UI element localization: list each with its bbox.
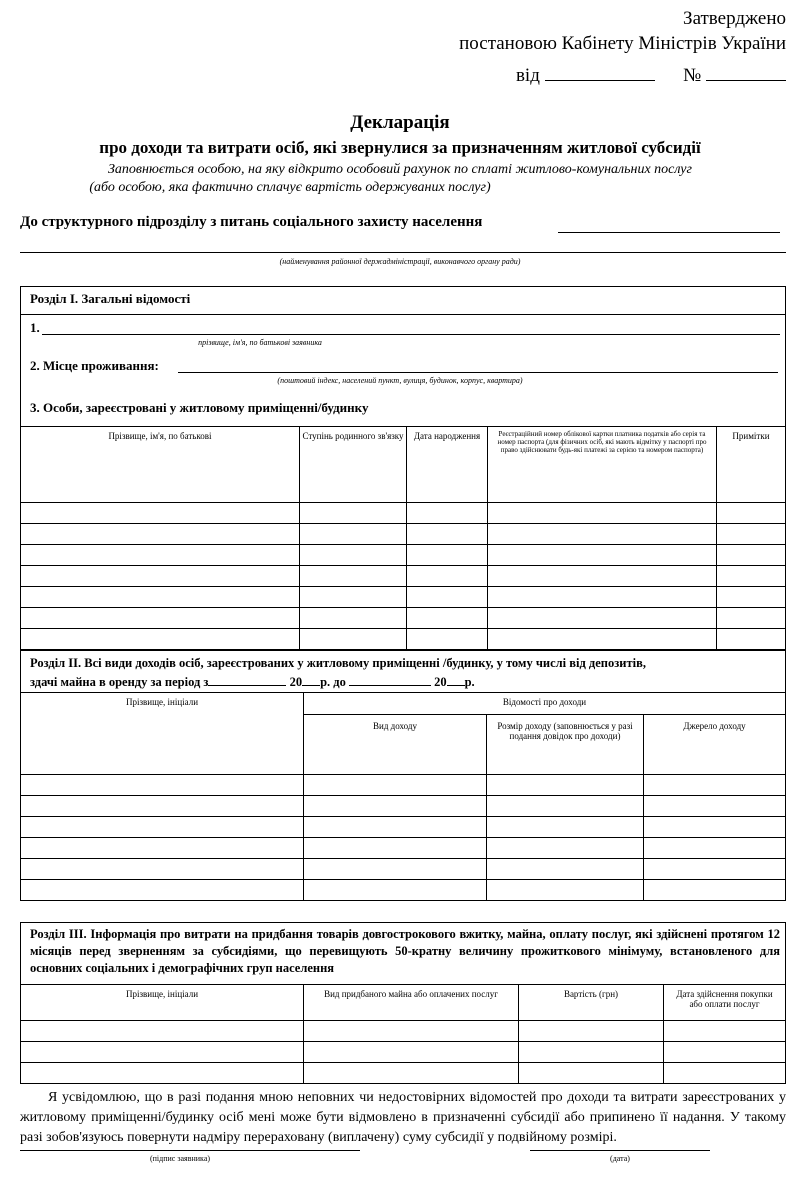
approval-block: [459, 6, 786, 88]
col-income-source: Джерело доходу: [644, 715, 786, 775]
table-row[interactable]: [21, 859, 786, 880]
fill-note-1: Заповнюється особою, на яку відкрито особовий рахунок по сплаті житлово-комунальних послуг: [108, 162, 692, 177]
field1-label: 1.: [30, 320, 40, 335]
col-exp-type: Вид придбаного майна або оплачених послуг: [304, 985, 519, 1021]
table-row[interactable]: [21, 1021, 786, 1042]
recipient-label: До структурного підрозділу з питань соціального захисту населення: [20, 214, 483, 230]
residence-field[interactable]: [178, 372, 778, 373]
approval-line1: Затверджено: [683, 8, 786, 29]
approval-number-label: №: [683, 65, 702, 86]
col-income-name: Прізвище, ініціали: [21, 693, 304, 775]
document-subtitle: про доходи та витрати осіб, які звернулися за призначенням житлової субсидії: [99, 138, 701, 157]
period-from-label: здачі майна в оренду за період з: [30, 675, 209, 689]
approval-date-label: від: [515, 65, 540, 86]
section1-title: Розділ I. Загальні відомості: [30, 291, 191, 306]
expenses-table: [20, 984, 786, 1084]
section2-title-line1: Розділ II. Всі види доходів осіб, зареєстрованих у житловому приміщенні /будинку, у тому числі від депозитів,: [30, 656, 646, 670]
date-field[interactable]: [530, 1150, 710, 1151]
document-title: Декларація: [350, 112, 450, 133]
table-row[interactable]: [21, 1063, 786, 1084]
col-birthdate: Дата народження: [407, 427, 488, 503]
income-table: [20, 692, 786, 901]
col-income-group: Відомості про доходи: [304, 693, 786, 715]
recipient-field-line2[interactable]: [20, 252, 786, 253]
section3-title: Розділ III. Інформація про витрати на придбання товарів довгострокового вжитку, майна, оплату послуг, які здійснені протягом 12 місяців перед зверненням за субсидіями, що перевищують 50-кратну величину прожиткового мінімуму, встановленого для основних соціальних і демографічних груп населення: [30, 927, 780, 975]
table-row[interactable]: [21, 566, 786, 587]
date-label: (дата): [610, 1154, 630, 1163]
table-row[interactable]: [21, 880, 786, 901]
section2-title-line2: [30, 672, 475, 691]
period-to-year: 20: [434, 675, 447, 689]
table-row[interactable]: [21, 1042, 786, 1063]
table-row[interactable]: [21, 608, 786, 629]
period-to-label: р. до: [320, 675, 346, 689]
signature-field[interactable]: [20, 1150, 360, 1151]
signature-label: (підпис заявника): [149, 1154, 211, 1163]
col-exp-date: Дата здійснення покупки або оплати послуг: [664, 985, 786, 1021]
field3-label: 3. Особи, зареєстровані у житловому приміщенні/будинку: [30, 400, 369, 415]
approval-date-row: [459, 62, 786, 88]
field2-hint: (поштовий індекс, населений пункт, вулиця, будинок, корпус, квартира): [277, 376, 523, 385]
table-row[interactable]: [21, 838, 786, 859]
recipient-field-line1[interactable]: [558, 232, 780, 233]
table-row[interactable]: [21, 503, 786, 524]
table-row[interactable]: [21, 817, 786, 838]
table-row[interactable]: [21, 524, 786, 545]
field2-label: 2. Місце проживання:: [30, 358, 159, 373]
approval-line2: постановою Кабінету Міністрів України: [459, 33, 786, 54]
col-name: Прізвище, ім'я, по батькові: [21, 427, 300, 503]
period-from-field[interactable]: [208, 672, 286, 686]
table-row[interactable]: [21, 545, 786, 566]
table-row[interactable]: [21, 629, 786, 650]
field1-hint: прізвище, ім'я, по батькові заявника: [198, 338, 322, 347]
declaration-statement: Я усвідомлюю, що в разі подання мною неповних чи недостовірних відомостей про доходи та витрати зареєстрованих у житловому приміщенні/будинку осіб мені може бути відмовлено в призначенні субсидії або припинено її надання. У такому разі зобов'язуюсь повернути надміру перераховану (виплачену) суму субсидії у подвійному розмірі.: [20, 1090, 786, 1145]
col-exp-cost: Вартість (грн): [519, 985, 664, 1021]
period-to-year-field[interactable]: [447, 672, 465, 686]
table-row[interactable]: [21, 587, 786, 608]
col-notes: Примітки: [717, 427, 786, 503]
period-to-field[interactable]: [349, 672, 431, 686]
col-relation: Ступінь родинного зв'язку: [300, 427, 407, 503]
col-income-amount: Розмір доходу (заповнюється у разі подання довідок про доходи): [487, 715, 644, 775]
col-exp-name: Прізвище, ініціали: [21, 985, 304, 1021]
period-from-year: 20: [289, 675, 303, 689]
approval-date-field[interactable]: [545, 62, 655, 81]
registered-persons-table: [20, 426, 786, 650]
col-income-type: Вид доходу: [304, 715, 487, 775]
approval-number-field[interactable]: [706, 62, 786, 81]
table-row[interactable]: [21, 775, 786, 796]
applicant-name-field[interactable]: [42, 334, 780, 335]
recipient-hint: (найменування районної держадміністрації, виконавчого органу ради): [279, 257, 521, 266]
table-row[interactable]: [21, 796, 786, 817]
section1-divider: [20, 314, 786, 315]
period-from-year-field[interactable]: [302, 672, 320, 686]
col-taxid: Реєстраційний номер облікової картки платника податків або серія та номер паспорта (для фізичних осіб, які мають відмітку у паспорті про право здійснювати будь-які платежі за серією та номером паспорта): [488, 427, 717, 503]
period-to-suffix: р.: [464, 675, 475, 689]
fill-note-2: (або особою, яка фактично сплачує вартість одержуваних послуг): [89, 180, 491, 195]
